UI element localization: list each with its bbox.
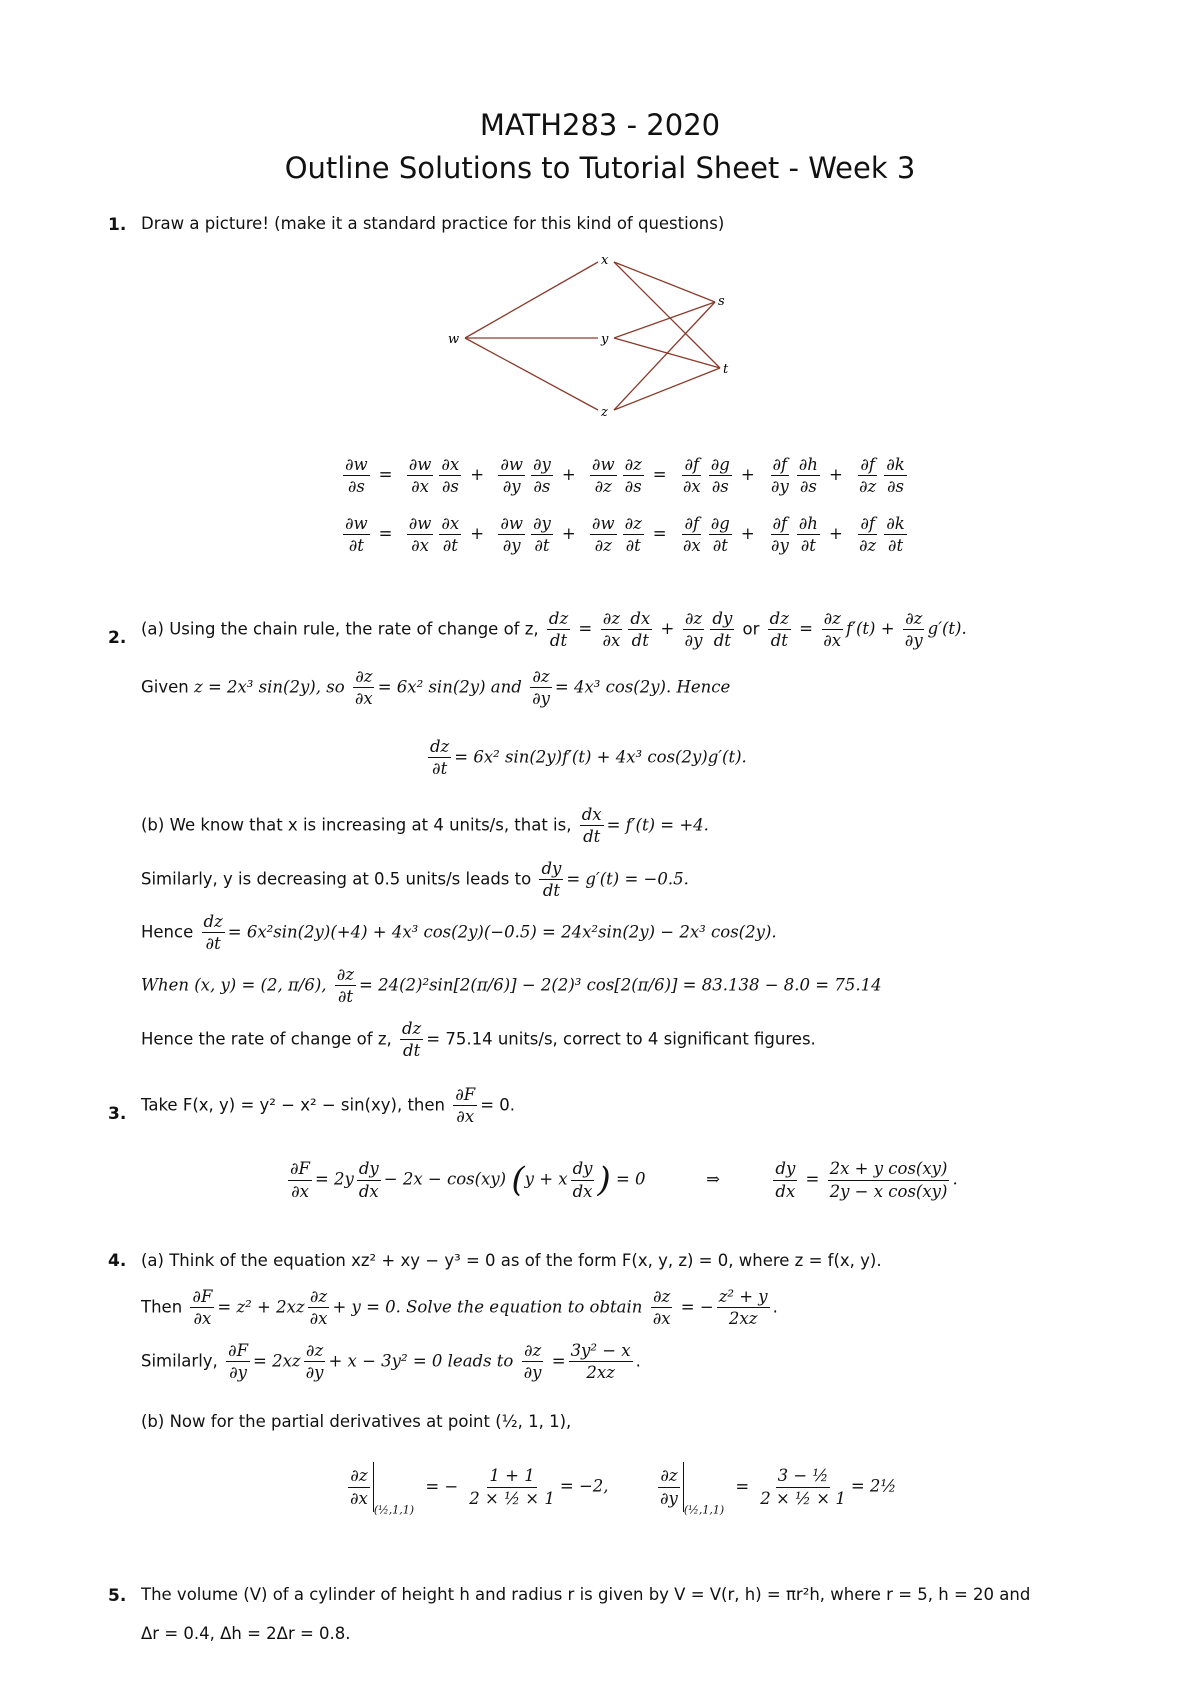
edge-w-z [465,338,598,410]
question-4a-similarly: Similarly, $\frac{\partial F}{\partial y}$ = 2xz $\frac{\partial z}{\partial y}$ + x − 3y² = 0 leads to $\frac{\partial z}{\partial y}$ = $\frac{\text{3y² − x}}{2xz}$ . [141,1341,641,1383]
edge-y-s [614,302,715,338]
page-subtitle: Outline Solutions to Tutorial Sheet - Week 3 [284,151,916,185]
edge-x-t [614,262,720,368]
question-4b-eval: $\frac{\partial z}{\partial x}$ $_{(\frac{1}{2},1,1)}$ = − $\frac{1 + 1}{\text{2 × ½ × 1}}$ = −2, $\frac{\partial z}{\partial y}$ $_{(\frac{1}{2},1,1)}$ = $\frac{\text{3 − ½}}{\text{2 × ½ × 1}}$ = 2½ [345,1462,896,1517]
page-title: MATH283 - 2020 [479,108,721,142]
question-2-number: 2. [108,628,127,648]
question-5-line2: Δr = 0.4, Δh = 2Δr = 0.8. [141,1624,351,1643]
question-2a-result: $\frac{dz}{\partial t}$ = 6x² sin(2y)f′(t) + 4x³ cos(2y)g′(t). [430,737,747,779]
question-2a-line: (a) Using the chain rule, the rate of change of z, $\frac{dz}{dt}$ = $\frac{\partial z}{\partial x}$ $\frac{dx}{dt}$ + $\frac{\partial z}{\partial y}$ $\frac{dy}{dt}$ or $\frac{dz}{dt}$ = $\frac{\partial z}{\partial x}$ f′(t) + $\frac{\partial z}{\partial y}$ g′(t). [141,609,967,651]
node-x: x [601,253,609,268]
question-3-text: Take F(x, y) = y² − x² − sin(xy), then $\frac{\partial F}{\partial x}$ = 0. [141,1085,516,1127]
question-2b-line5: Hence the rate of change of z, $\frac{dz}{dt}$ = 75.14 units/s, correct to 4 significant figures. [141,1019,816,1061]
chain-rule-t: $\frac{\partial w}{\partial t}$ = $\frac{\partial w}{\partial x}$ $\frac{\partial x}{\partial t}$ + $\frac{\partial w}{\partial y}$ $\frac{\partial y}{\partial t}$ + $\frac{\partial w}{\partial z}$ $\frac{\partial z}{\partial t}$ = $\frac{\partial f}{\partial x}$ $\frac{\partial g}{\partial t}$ + $\frac{\partial f}{\partial y}$ $\frac{\partial h}{\partial t}$ + $\frac{\partial f}{\partial z}$ $\frac{\partial k}{\partial t}$ [345,514,905,556]
question-5-number: 5. [108,1586,127,1606]
node-z: z [601,405,608,420]
question-4a-text: (a) Think of the equation xz² + xy − y³ = 0 as of the form F(x, y, z) = 0, where z = f(x, y). [141,1251,882,1270]
chain-rule-s: $\frac{\partial w}{\partial s}$ = $\frac{\partial w}{\partial x}$ $\frac{\partial x}{\partial s}$ + $\frac{\partial w}{\partial y}$ $\frac{\partial y}{\partial s}$ + $\frac{\partial w}{\partial z}$ $\frac{\partial z}{\partial s}$ = $\frac{\partial f}{\partial x}$ $\frac{\partial g}{\partial s}$ + $\frac{\partial f}{\partial y}$ $\frac{\partial h}{\partial s}$ + $\frac{\partial f}{\partial z}$ $\frac{\partial k}{\partial s}$ [345,455,905,497]
question-2b-line2: Similarly, y is decreasing at 0.5 units/s leads to $\frac{dy}{dt}$ = g′(t) = −0.5. [141,859,689,901]
question-3-number: 3. [108,1104,127,1124]
edge-z-t [614,368,720,410]
node-w: w [448,332,460,347]
question-4b-text: (b) Now for the partial derivatives at point (½, 1, 1), [141,1412,572,1431]
question-2b-line3: Hence $\frac{dz}{\partial t}$ = 6x²sin(2y)(+4) + 4x³ cos(2y)(−0.5) = 24x²sin(2y) − 2x³ cos(2y). [141,912,777,954]
question-1-text: Draw a picture! (make it a standard practice for this kind of questions) [141,214,725,233]
question-4a-then: Then $\frac{\partial F}{\partial x}$ = z² + 2xz $\frac{\partial z}{\partial x}$ + y = 0. Solve the equation to obtain $\frac{\partial z}{\partial x}$ = − $\frac{\text{z² + y}}{2xz}$ . [141,1287,778,1329]
edge-z-s [614,302,715,410]
tree-diagram [430,250,750,420]
node-t: t [723,362,729,377]
question-2a-given: Given z = 2x³ sin(2y), so $\frac{\partial z}{\partial x}$ = 6x² sin(2y) and $\frac{\partial z}{\partial y}$ = 4x³ cos(2y). Hence [141,667,731,709]
question-1-number: 1. [108,215,127,235]
question-3-display: $\frac{\partial F}{\partial x}$ = 2y $\frac{dy}{dx}$ − 2x − cos(xy) (y + x $\frac{dy}{dx}$ ) = 0 ⇒ $\frac{dy}{dx}$ = $\frac{\text{2x + y cos(xy)}}{\text{2y − x cos(xy)}}$ . [290,1159,958,1201]
question-2b-line4: When (x, y) = (2, π/6), $\frac{\partial z}{\partial t}$ = 24(2)²sin[2(π/6)] − 2(2)³ cos[2(π/6)] = 83.138 − 8.0 = 75.14 [141,965,882,1007]
question-5-line1: The volume (V) of a cylinder of height h and radius r is given by V = V(r, h) = πr²h, where r = 5, h = 20 and [141,1585,1031,1604]
edge-x-s [614,262,715,302]
edge-w-x [465,262,598,338]
node-y: y [601,332,609,347]
node-s: s [718,294,725,309]
question-4-number: 4. [108,1251,127,1271]
question-2b-line1: (b) We know that x is increasing at 4 units/s, that is, $\frac{dx}{dt}$ = f′(t) = +4. [141,805,709,847]
